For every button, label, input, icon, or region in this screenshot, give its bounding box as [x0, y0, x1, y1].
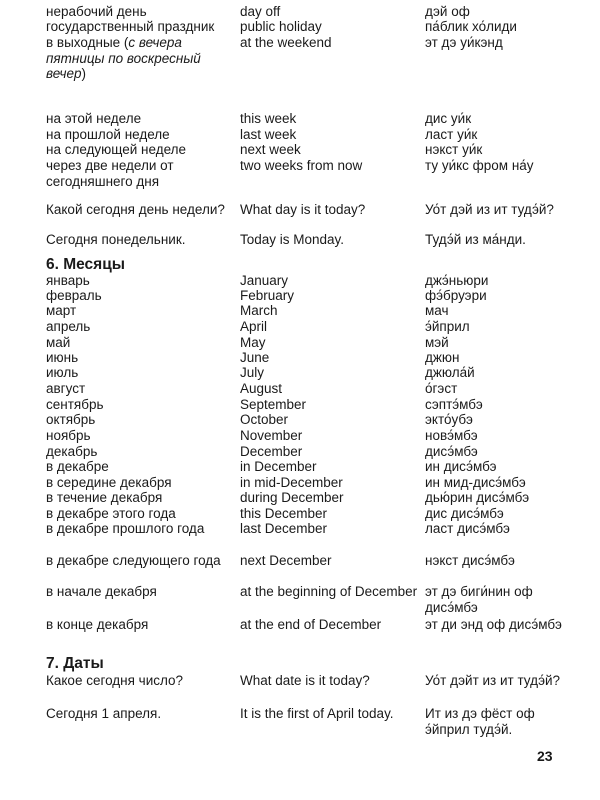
- russian-phrase-note: с вечера пятницы по воскресный вечер: [46, 35, 201, 81]
- russian-phrase: июнь: [46, 350, 79, 365]
- english-phrase: Today is Monday.: [240, 232, 345, 247]
- english-phrase: It is the first of April today.: [240, 706, 394, 721]
- transcription: ту уи́кс фром на́у: [425, 158, 534, 173]
- russian-phrase: июль: [46, 365, 79, 380]
- russian-phrase: на прошлой неделе: [46, 127, 170, 142]
- transcription: Уо́т дэйт из ит тудэ́й?: [425, 673, 561, 688]
- english-phrase: What date is it today?: [240, 673, 370, 688]
- transcription: экто́убэ: [425, 412, 473, 427]
- transcription: джюн: [425, 350, 460, 365]
- english-phrase: day off: [240, 4, 281, 19]
- english-phrase: July: [240, 365, 265, 380]
- transcription: дью́рин дисэ́мбэ: [425, 490, 530, 505]
- russian-phrase: август: [46, 381, 86, 396]
- russian-phrase: [46, 35, 236, 82]
- english-phrase: during December: [240, 490, 344, 505]
- transcription: фэ́бруэри: [425, 288, 487, 303]
- english-phrase: at the weekend: [240, 35, 332, 50]
- page-number: 23: [537, 748, 553, 764]
- russian-phrase: в декабре: [46, 459, 109, 474]
- english-phrase: this December: [240, 506, 328, 521]
- transcription: эт дэ уи́кэнд: [425, 35, 503, 50]
- russian-phrase: нерабочий день: [46, 4, 147, 19]
- russian-phrase: через две недели от сегодняшнего дня: [46, 158, 174, 189]
- russian-phrase: Сегодня 1 апреля.: [46, 706, 162, 721]
- english-phrase: December: [240, 444, 303, 459]
- transcription: дис уи́к: [425, 111, 472, 126]
- russian-phrase: в декабре следующего года: [46, 553, 221, 568]
- transcription: ин мид-дисэ́мбэ: [425, 475, 526, 490]
- transcription: эт ди энд оф дисэ́мбэ: [425, 617, 562, 632]
- transcription: дэй оф: [425, 4, 470, 19]
- transcription: мач: [425, 303, 449, 318]
- transcription: джюла́й: [425, 365, 475, 380]
- transcription: мэй: [425, 335, 449, 350]
- english-phrase: this week: [240, 111, 297, 126]
- russian-phrase: Какое сегодня число?: [46, 673, 184, 688]
- english-phrase: February: [240, 288, 295, 303]
- russian-phrase: октябрь: [46, 412, 96, 427]
- russian-phrase: в начале декабря: [46, 584, 157, 599]
- russian-phrase: в течение декабря: [46, 490, 163, 505]
- russian-phrase: ноябрь: [46, 428, 91, 443]
- russian-phrase: декабрь: [46, 444, 98, 459]
- transcription: ин дисэ́мбэ: [425, 459, 497, 474]
- transcription: Ит из дэ фёст оф э́йприл тудэ́й.: [425, 706, 535, 737]
- transcription: ласт уи́к: [425, 127, 478, 142]
- russian-phrase: январь: [46, 273, 90, 288]
- english-phrase: June: [240, 350, 270, 365]
- english-phrase: in December: [240, 459, 317, 474]
- russian-phrase: Сегодня понедельник.: [46, 232, 186, 247]
- transcription: о́гэст: [425, 381, 458, 396]
- transcription: ласт дисэ́мбэ: [425, 521, 510, 536]
- transcription: сэптэ́мбэ: [425, 397, 483, 412]
- russian-phrase: государственный праздник: [46, 19, 215, 34]
- transcription: па́блик хо́лиди: [425, 19, 517, 34]
- english-phrase: last week: [240, 127, 297, 142]
- transcription: Тудэ́й из ма́нди.: [425, 232, 526, 247]
- section-heading: 7. Даты: [46, 655, 104, 672]
- russian-phrase: февраль: [46, 288, 102, 303]
- english-phrase: April: [240, 319, 268, 334]
- russian-phrase: в конце декабря: [46, 617, 149, 632]
- russian-phrase: март: [46, 303, 77, 318]
- english-phrase: January: [240, 273, 289, 288]
- russian-phrase: апрель: [46, 319, 91, 334]
- english-phrase: last December: [240, 521, 328, 536]
- transcription: новэ́мбэ: [425, 428, 478, 443]
- transcription: нэкст дисэ́мбэ: [425, 553, 515, 568]
- transcription: джэ́ньюри: [425, 273, 489, 288]
- english-phrase: two weeks from now: [240, 158, 363, 173]
- russian-phrase: в декабре этого года: [46, 506, 176, 521]
- transcription: э́йприл: [425, 319, 470, 334]
- english-phrase: public holiday: [240, 19, 322, 34]
- section-heading: 6. Месяцы: [46, 256, 125, 273]
- russian-phrase: май: [46, 335, 71, 350]
- russian-phrase: Какой сегодня день недели?: [46, 202, 225, 217]
- russian-phrase: на этой неделе: [46, 111, 142, 126]
- russian-phrase-text: в выходные (: [46, 35, 129, 50]
- english-phrase: September: [240, 397, 307, 412]
- english-phrase: in mid-December: [240, 475, 343, 490]
- english-phrase: March: [240, 303, 278, 318]
- transcription: Уо́т дэй из ит тудэ́й?: [425, 202, 554, 217]
- transcription: нэкст уи́к: [425, 142, 483, 157]
- russian-phrase: в середине декабря: [46, 475, 172, 490]
- transcription: эт дэ биги́нин оф дисэ́мбэ: [425, 584, 533, 615]
- english-phrase: at the beginning of December: [240, 584, 418, 599]
- russian-phrase-end: ): [81, 66, 87, 81]
- english-phrase: at the end of December: [240, 617, 382, 632]
- english-phrase: October: [240, 412, 289, 427]
- russian-phrase: сентябрь: [46, 397, 104, 412]
- russian-phrase: на следующей неделе: [46, 142, 187, 157]
- english-phrase: What day is it today?: [240, 202, 366, 217]
- english-phrase: May: [240, 335, 266, 350]
- english-phrase: August: [240, 381, 283, 396]
- english-phrase: next week: [240, 142, 301, 157]
- russian-phrase: в декабре прошлого года: [46, 521, 205, 536]
- transcription: дис дисэ́мбэ: [425, 506, 504, 521]
- english-phrase: next December: [240, 553, 332, 568]
- transcription: дисэ́мбэ: [425, 444, 478, 459]
- english-phrase: November: [240, 428, 303, 443]
